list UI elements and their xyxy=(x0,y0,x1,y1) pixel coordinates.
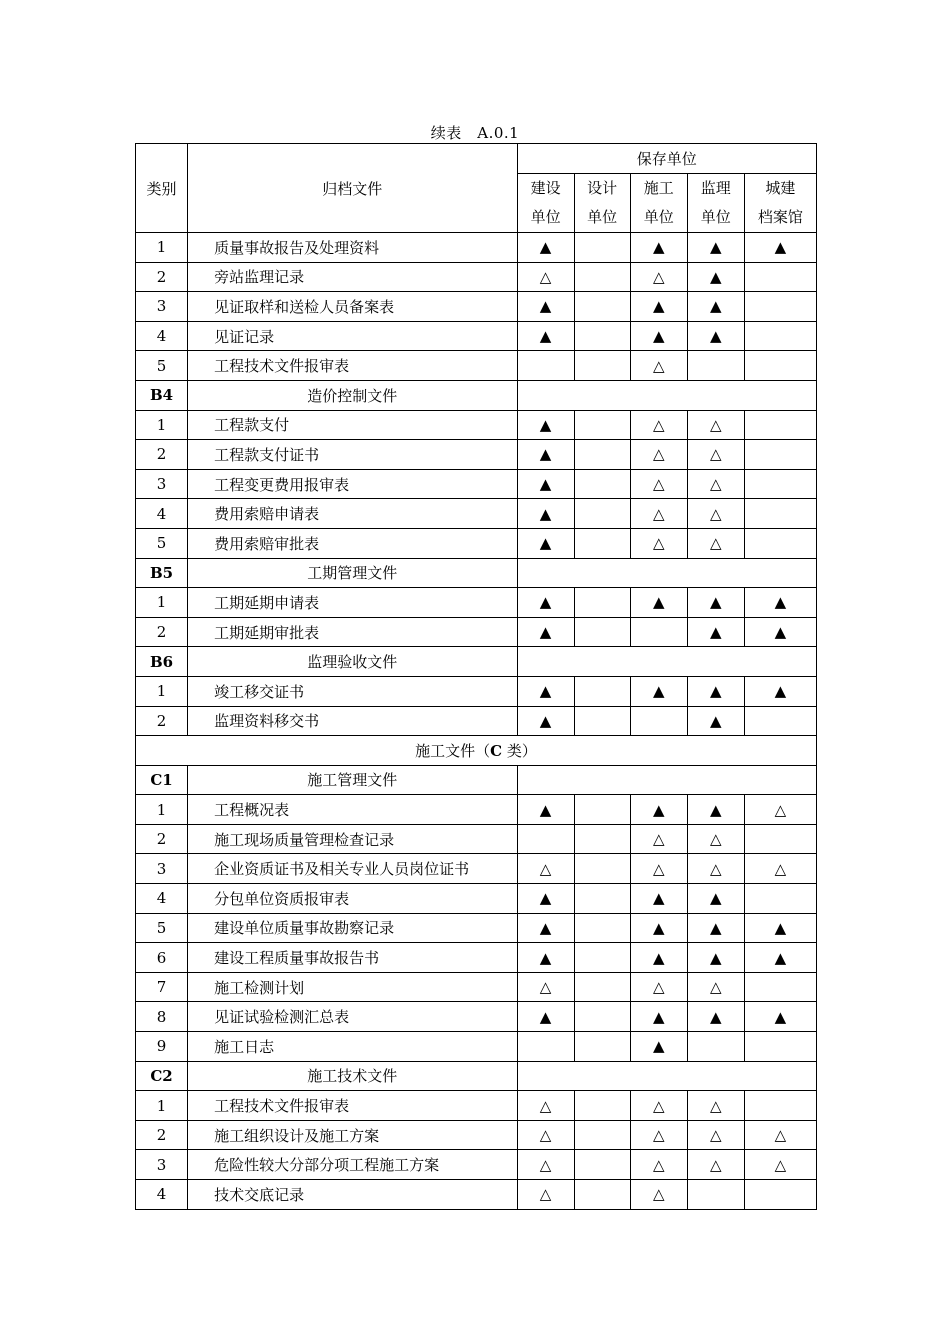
table-row xyxy=(136,913,817,943)
group-code: C1 xyxy=(136,765,188,795)
group-row xyxy=(136,765,817,795)
empty-mark-cell xyxy=(517,1032,574,1062)
hollow-triangle-mark: △ xyxy=(630,972,687,1002)
group-empty-cell xyxy=(517,380,816,410)
empty-mark-cell xyxy=(744,972,816,1002)
empty-mark-cell xyxy=(574,943,630,973)
document-name: 竣工移交证书 xyxy=(188,676,517,706)
row-number: 3 xyxy=(136,854,188,884)
row-number: 4 xyxy=(136,321,188,351)
document-name: 分包单位资质报审表 xyxy=(188,884,517,914)
empty-mark-cell xyxy=(574,588,630,618)
hollow-triangle-mark: △ xyxy=(517,1180,574,1210)
empty-mark-cell xyxy=(574,913,630,943)
document-name: 施工现场质量管理检查记录 xyxy=(188,824,517,854)
empty-mark-cell xyxy=(574,440,630,470)
group-code: B4 xyxy=(136,380,188,410)
row-number: 4 xyxy=(136,884,188,914)
empty-mark-cell xyxy=(744,262,816,292)
document-name: 见证试验检测汇总表 xyxy=(188,1002,517,1032)
hollow-triangle-mark: △ xyxy=(630,469,687,499)
filled-triangle-mark: ▲ xyxy=(744,588,816,618)
header-unit-contractor: 施工 单位 xyxy=(630,174,687,233)
filled-triangle-mark: ▲ xyxy=(517,233,574,263)
hollow-triangle-mark: △ xyxy=(630,528,687,558)
empty-mark-cell xyxy=(630,706,687,736)
group-title: 工期管理文件 xyxy=(188,558,517,588)
hollow-triangle-mark: △ xyxy=(630,351,687,381)
filled-triangle-mark: ▲ xyxy=(630,233,687,263)
empty-mark-cell xyxy=(744,469,816,499)
group-empty-cell xyxy=(517,558,816,588)
hollow-triangle-mark: △ xyxy=(744,1150,816,1180)
empty-mark-cell xyxy=(574,1002,630,1032)
row-number: 2 xyxy=(136,617,188,647)
hollow-triangle-mark: △ xyxy=(687,1150,744,1180)
hollow-triangle-mark: △ xyxy=(630,410,687,440)
filled-triangle-mark: ▲ xyxy=(744,1002,816,1032)
row-number: 1 xyxy=(136,588,188,618)
empty-mark-cell xyxy=(574,884,630,914)
empty-mark-cell xyxy=(574,262,630,292)
filled-triangle-mark: ▲ xyxy=(630,292,687,322)
filled-triangle-mark: ▲ xyxy=(517,795,574,825)
filled-triangle-mark: ▲ xyxy=(517,499,574,529)
table-row xyxy=(136,440,817,470)
filled-triangle-mark: ▲ xyxy=(517,440,574,470)
header-unit-supervisor: 监理 单位 xyxy=(687,174,744,233)
table-row xyxy=(136,795,817,825)
section-title-tail: 类） xyxy=(502,741,537,760)
empty-mark-cell xyxy=(574,795,630,825)
empty-mark-cell xyxy=(574,676,630,706)
hollow-triangle-mark: △ xyxy=(517,1120,574,1150)
row-number: 8 xyxy=(136,1002,188,1032)
document-name: 施工组织设计及施工方案 xyxy=(188,1120,517,1150)
document-name: 见证取样和送检人员备案表 xyxy=(188,292,517,322)
empty-mark-cell xyxy=(574,1091,630,1121)
filled-triangle-mark: ▲ xyxy=(517,321,574,351)
table-row xyxy=(136,351,817,381)
filled-triangle-mark: ▲ xyxy=(517,676,574,706)
filled-triangle-mark: ▲ xyxy=(517,913,574,943)
hollow-triangle-mark: △ xyxy=(687,1120,744,1150)
filled-triangle-mark: ▲ xyxy=(630,943,687,973)
row-number: 4 xyxy=(136,499,188,529)
row-number: 1 xyxy=(136,410,188,440)
empty-mark-cell xyxy=(574,972,630,1002)
empty-mark-cell xyxy=(744,884,816,914)
table-row xyxy=(136,469,817,499)
hollow-triangle-mark: △ xyxy=(630,1150,687,1180)
document-name: 质量事故报告及处理资料 xyxy=(188,233,517,263)
hollow-triangle-mark: △ xyxy=(630,1091,687,1121)
group-title: 施工技术文件 xyxy=(188,1061,517,1091)
filled-triangle-mark: ▲ xyxy=(630,588,687,618)
empty-mark-cell xyxy=(574,706,630,736)
row-number: 2 xyxy=(136,440,188,470)
row-number: 5 xyxy=(136,351,188,381)
filled-triangle-mark: ▲ xyxy=(687,943,744,973)
hollow-triangle-mark: △ xyxy=(744,1120,816,1150)
table-row xyxy=(136,617,817,647)
hollow-triangle-mark: △ xyxy=(630,262,687,292)
filled-triangle-mark: ▲ xyxy=(517,469,574,499)
filled-triangle-mark: ▲ xyxy=(630,321,687,351)
group-title: 造价控制文件 xyxy=(188,380,517,410)
document-name: 建设工程质量事故报告书 xyxy=(188,943,517,973)
filled-triangle-mark: ▲ xyxy=(687,1002,744,1032)
filled-triangle-mark: ▲ xyxy=(744,233,816,263)
empty-mark-cell xyxy=(744,1032,816,1062)
group-row xyxy=(136,380,817,410)
filled-triangle-mark: ▲ xyxy=(630,676,687,706)
document-name: 技术交底记录 xyxy=(188,1180,517,1210)
group-code: C2 xyxy=(136,1061,188,1091)
hollow-triangle-mark: △ xyxy=(687,972,744,1002)
table-row xyxy=(136,1002,817,1032)
document-name: 施工检测计划 xyxy=(188,972,517,1002)
group-row xyxy=(136,558,817,588)
empty-mark-cell xyxy=(574,469,630,499)
empty-mark-cell xyxy=(744,1091,816,1121)
group-empty-cell xyxy=(517,1061,816,1091)
filled-triangle-mark: ▲ xyxy=(744,943,816,973)
filled-triangle-mark: ▲ xyxy=(630,913,687,943)
empty-mark-cell xyxy=(744,440,816,470)
group-row xyxy=(136,647,817,677)
table-row xyxy=(136,706,817,736)
document-name: 费用索赔申请表 xyxy=(188,499,517,529)
empty-mark-cell xyxy=(744,321,816,351)
row-number: 2 xyxy=(136,706,188,736)
row-number: 2 xyxy=(136,1120,188,1150)
filled-triangle-mark: ▲ xyxy=(687,233,744,263)
hollow-triangle-mark: △ xyxy=(630,854,687,884)
filled-triangle-mark: ▲ xyxy=(687,617,744,647)
empty-mark-cell xyxy=(744,292,816,322)
filled-triangle-mark: ▲ xyxy=(687,913,744,943)
group-title: 施工管理文件 xyxy=(188,765,517,795)
filled-triangle-mark: ▲ xyxy=(517,1002,574,1032)
filled-triangle-mark: ▲ xyxy=(744,617,816,647)
header-unit-construction-owner: 建设 单位 xyxy=(517,174,574,233)
empty-mark-cell xyxy=(574,528,630,558)
empty-mark-cell xyxy=(574,321,630,351)
hollow-triangle-mark: △ xyxy=(687,1091,744,1121)
table-row xyxy=(136,854,817,884)
hollow-triangle-mark: △ xyxy=(687,410,744,440)
empty-mark-cell xyxy=(574,1120,630,1150)
section-title xyxy=(136,736,817,766)
table-row xyxy=(136,1032,817,1062)
empty-mark-cell xyxy=(574,499,630,529)
row-number: 1 xyxy=(136,676,188,706)
row-number: 3 xyxy=(136,1150,188,1180)
document-name: 工程变更费用报审表 xyxy=(188,469,517,499)
empty-mark-cell xyxy=(687,1180,744,1210)
empty-mark-cell xyxy=(574,1150,630,1180)
hollow-triangle-mark: △ xyxy=(517,262,574,292)
header-category: 类别 xyxy=(136,144,188,233)
document-name: 工程技术文件报审表 xyxy=(188,351,517,381)
table-row xyxy=(136,943,817,973)
row-number: 5 xyxy=(136,528,188,558)
table-row xyxy=(136,1120,817,1150)
filled-triangle-mark: ▲ xyxy=(687,676,744,706)
document-name: 工程款支付证书 xyxy=(188,440,517,470)
table-row xyxy=(136,676,817,706)
filled-triangle-mark: ▲ xyxy=(744,676,816,706)
section-row xyxy=(136,736,817,766)
filled-triangle-mark: ▲ xyxy=(517,588,574,618)
row-number: 2 xyxy=(136,262,188,292)
empty-mark-cell xyxy=(574,351,630,381)
hollow-triangle-mark: △ xyxy=(744,854,816,884)
row-number: 5 xyxy=(136,913,188,943)
group-row xyxy=(136,1061,817,1091)
filled-triangle-mark: ▲ xyxy=(517,292,574,322)
hollow-triangle-mark: △ xyxy=(687,528,744,558)
empty-mark-cell xyxy=(574,1032,630,1062)
group-code: B5 xyxy=(136,558,188,588)
header-row-1 xyxy=(136,144,817,174)
header-unit-archives: 城建 档案馆 xyxy=(744,174,816,233)
section-title-text: 施工文件（ xyxy=(415,741,491,760)
filled-triangle-mark: ▲ xyxy=(630,1002,687,1032)
table-row xyxy=(136,588,817,618)
group-empty-cell xyxy=(517,647,816,677)
empty-mark-cell xyxy=(687,1032,744,1062)
empty-mark-cell xyxy=(744,824,816,854)
document-name: 工期延期申请表 xyxy=(188,588,517,618)
row-number: 4 xyxy=(136,1180,188,1210)
filled-triangle-mark: ▲ xyxy=(517,617,574,647)
row-number: 3 xyxy=(136,469,188,499)
hollow-triangle-mark: △ xyxy=(630,1180,687,1210)
row-number: 1 xyxy=(136,233,188,263)
document-name: 费用索赔审批表 xyxy=(188,528,517,558)
table-row xyxy=(136,499,817,529)
hollow-triangle-mark: △ xyxy=(630,1120,687,1150)
filled-triangle-mark: ▲ xyxy=(687,884,744,914)
table-row xyxy=(136,528,817,558)
table-row xyxy=(136,321,817,351)
filled-triangle-mark: ▲ xyxy=(687,321,744,351)
hollow-triangle-mark: △ xyxy=(517,972,574,1002)
empty-mark-cell xyxy=(574,233,630,263)
empty-mark-cell xyxy=(574,854,630,884)
empty-mark-cell xyxy=(574,292,630,322)
filled-triangle-mark: ▲ xyxy=(687,292,744,322)
row-number: 1 xyxy=(136,795,188,825)
hollow-triangle-mark: △ xyxy=(630,440,687,470)
table-row xyxy=(136,1150,817,1180)
filled-triangle-mark: ▲ xyxy=(517,410,574,440)
group-empty-cell xyxy=(517,765,816,795)
empty-mark-cell xyxy=(744,499,816,529)
filled-triangle-mark: ▲ xyxy=(517,943,574,973)
table-row xyxy=(136,410,817,440)
section-title-code: C xyxy=(490,741,503,760)
empty-mark-cell xyxy=(744,410,816,440)
filled-triangle-mark: ▲ xyxy=(687,706,744,736)
empty-mark-cell xyxy=(744,706,816,736)
filled-triangle-mark: ▲ xyxy=(687,262,744,292)
filled-triangle-mark: ▲ xyxy=(630,884,687,914)
document-name: 危险性较大分部分项工程施工方案 xyxy=(188,1150,517,1180)
filled-triangle-mark: ▲ xyxy=(630,1032,687,1062)
empty-mark-cell xyxy=(517,351,574,381)
empty-mark-cell xyxy=(574,824,630,854)
filled-triangle-mark: ▲ xyxy=(517,528,574,558)
row-number: 3 xyxy=(136,292,188,322)
document-name: 工程概况表 xyxy=(188,795,517,825)
document-name: 建设单位质量事故勘察记录 xyxy=(188,913,517,943)
hollow-triangle-mark: △ xyxy=(630,499,687,529)
hollow-triangle-mark: △ xyxy=(517,1150,574,1180)
hollow-triangle-mark: △ xyxy=(687,824,744,854)
row-number: 9 xyxy=(136,1032,188,1062)
filled-triangle-mark: ▲ xyxy=(630,795,687,825)
empty-mark-cell xyxy=(574,1180,630,1210)
empty-mark-cell xyxy=(744,528,816,558)
document-name: 工期延期审批表 xyxy=(188,617,517,647)
filled-triangle-mark: ▲ xyxy=(687,588,744,618)
header-storage: 保存单位 xyxy=(517,144,816,174)
empty-mark-cell xyxy=(517,824,574,854)
header-unit-design: 设计 单位 xyxy=(574,174,630,233)
table-caption: 续表 A.0.1 xyxy=(430,124,520,142)
group-code: B6 xyxy=(136,647,188,677)
row-number: 1 xyxy=(136,1091,188,1121)
hollow-triangle-mark: △ xyxy=(687,854,744,884)
table-row xyxy=(136,262,817,292)
table-row xyxy=(136,972,817,1002)
row-number: 6 xyxy=(136,943,188,973)
document-name: 见证记录 xyxy=(188,321,517,351)
filled-triangle-mark: ▲ xyxy=(687,795,744,825)
header-document: 归档文件 xyxy=(188,144,517,233)
filled-triangle-mark: ▲ xyxy=(744,913,816,943)
hollow-triangle-mark: △ xyxy=(630,824,687,854)
table-row xyxy=(136,824,817,854)
table-body xyxy=(136,144,817,1210)
empty-mark-cell xyxy=(574,617,630,647)
document-name: 工程款支付 xyxy=(188,410,517,440)
hollow-triangle-mark: △ xyxy=(744,795,816,825)
hollow-triangle-mark: △ xyxy=(687,440,744,470)
row-number: 2 xyxy=(136,824,188,854)
filled-triangle-mark: ▲ xyxy=(517,884,574,914)
hollow-triangle-mark: △ xyxy=(687,469,744,499)
document-name: 工程技术文件报审表 xyxy=(188,1091,517,1121)
table-row xyxy=(136,233,817,263)
table-row xyxy=(136,1091,817,1121)
document-name: 企业资质证书及相关专业人员岗位证书 xyxy=(188,854,517,884)
table-row xyxy=(136,884,817,914)
table-row xyxy=(136,292,817,322)
hollow-triangle-mark: △ xyxy=(517,1091,574,1121)
document-name: 施工日志 xyxy=(188,1032,517,1062)
document-name: 监理资料移交书 xyxy=(188,706,517,736)
document-name: 旁站监理记录 xyxy=(188,262,517,292)
empty-mark-cell xyxy=(744,351,816,381)
empty-mark-cell xyxy=(630,617,687,647)
empty-mark-cell xyxy=(574,410,630,440)
empty-mark-cell xyxy=(744,1180,816,1210)
empty-mark-cell xyxy=(687,351,744,381)
hollow-triangle-mark: △ xyxy=(517,854,574,884)
filled-triangle-mark: ▲ xyxy=(517,706,574,736)
row-number: 7 xyxy=(136,972,188,1002)
group-title: 监理验收文件 xyxy=(188,647,517,677)
table-row xyxy=(136,1180,817,1210)
archive-table xyxy=(135,143,817,1210)
hollow-triangle-mark: △ xyxy=(687,499,744,529)
